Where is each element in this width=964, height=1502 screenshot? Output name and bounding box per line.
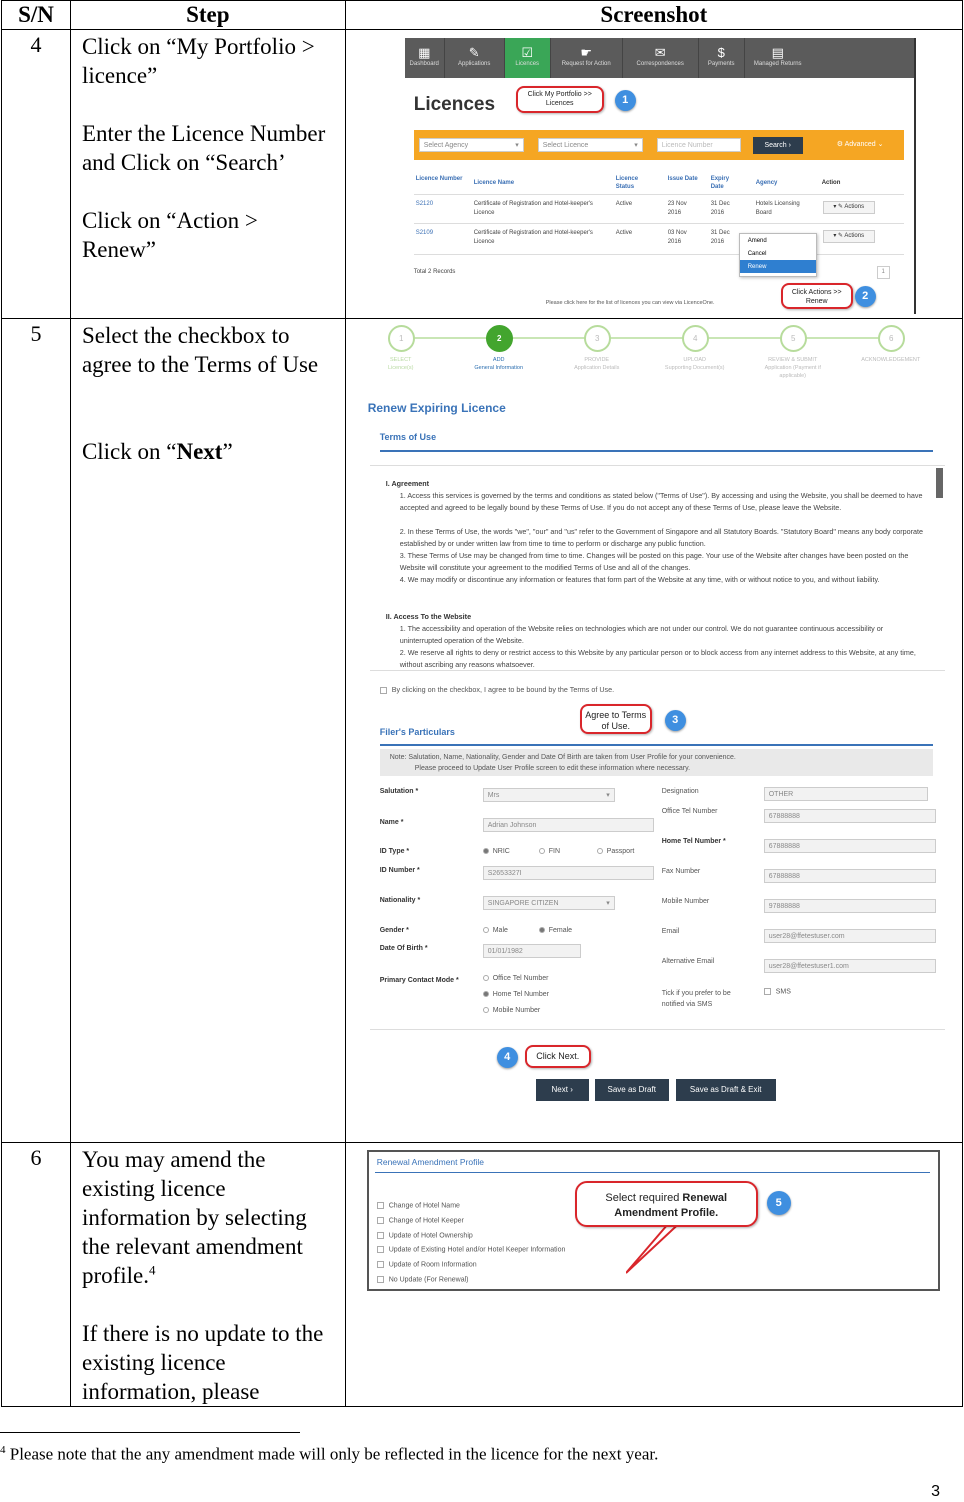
renew-heading: Renew Expiring Licence xyxy=(367,401,506,415)
chevron-down-icon: ⌄ xyxy=(877,141,884,148)
primary-contact-label: Primary Contact Mode * xyxy=(379,977,459,984)
id-type-fin[interactable]: FIN xyxy=(539,848,560,855)
gender-male[interactable]: Male xyxy=(483,927,508,934)
terms-heading: Terms of Use xyxy=(379,432,437,442)
footnote-divider xyxy=(0,1432,300,1433)
save-draft-button[interactable]: Save as Draft xyxy=(595,1079,669,1101)
agree-checkbox[interactable] xyxy=(380,687,387,694)
pagination-page-1[interactable]: 1 xyxy=(877,266,890,279)
row5-sn: 5 xyxy=(2,319,71,1143)
title-underline xyxy=(375,1172,930,1173)
mail-icon: ✉ xyxy=(654,45,666,60)
stepper-step-3: 3 xyxy=(584,325,611,352)
issue-date: 03 Nov 2016 xyxy=(667,230,687,245)
nationality-label: Nationality * xyxy=(379,897,421,904)
checkbox-icon xyxy=(764,988,771,995)
licence-number-input[interactable]: Licence Number xyxy=(657,138,741,152)
terms-item: 4. We may modify or discontinue any information or features that form part of the Website at any time, with or without notice to you, and without liability. xyxy=(399,575,880,584)
advanced-toggle[interactable]: ⚙ Advanced ⌄ xyxy=(836,141,884,148)
page-scrollbar xyxy=(914,38,916,314)
stepper-label-2: ADD General Information xyxy=(474,357,524,371)
terms-underline xyxy=(380,450,933,452)
email-label: Email xyxy=(661,928,680,935)
table-row-5 xyxy=(2,319,963,1143)
col-licence-number[interactable]: Licence Number xyxy=(415,176,463,182)
checkbox-icon xyxy=(377,1261,384,1268)
header-sn: S/N xyxy=(2,1,71,30)
terms-item: 1. The accessibility and operation of the Website relies on technologies which are not under our control. We do not guarantee continuous accessibility or uninterrupted operation of the Website. xyxy=(399,624,884,645)
id-number-label: ID Number * xyxy=(379,867,420,874)
pencil-icon: ✎ xyxy=(468,45,480,60)
gender-female[interactable]: Female xyxy=(539,927,572,934)
licence-icon: ☑ xyxy=(521,45,534,60)
row4-step-line2: Enter the Licence Number and Click on “Search’ xyxy=(81,121,326,175)
menu-item-cancel[interactable]: Cancel xyxy=(747,251,767,257)
office-tel-field[interactable]: 67888888 xyxy=(764,809,936,823)
pcm-mobile[interactable]: Mobile Number xyxy=(483,1007,540,1014)
row6-sn: 6 xyxy=(2,1143,71,1407)
col-licence-status[interactable]: Licence Status xyxy=(615,176,639,190)
step-number-1: 1 xyxy=(615,90,636,111)
hand-icon: ☛ xyxy=(580,45,593,60)
row6-step xyxy=(70,1143,345,1407)
search-button[interactable]: Search › xyxy=(753,137,803,154)
col-issue-date[interactable]: Issue Date xyxy=(667,176,698,182)
next-button[interactable]: Next › xyxy=(536,1079,589,1101)
callout-agree-terms: Agree to Terms of Use. xyxy=(580,704,652,734)
amendment-option[interactable]: No Update (For Renewal) xyxy=(377,1276,469,1283)
licence-name: Certificate of Registration and Hotel-keeper's Licence xyxy=(473,201,593,216)
select-licence[interactable]: Select Licence ▾ xyxy=(538,138,643,152)
nav-payments[interactable]: $ Payments xyxy=(699,38,745,78)
menu-item-amend[interactable]: Amend xyxy=(747,238,767,244)
radio-icon xyxy=(483,848,489,854)
row5-step xyxy=(70,319,345,1143)
terms-item: 2. In these Terms of Use, the words "we", "our" and "us" refer to the Government of Singapore and all Statutory Boards. "Statutory Board" means any body corporate established by or under written law from time to time to perform or discharge any public function. xyxy=(399,527,923,548)
total-records: Total 2 Records xyxy=(413,269,456,275)
checkbox-icon xyxy=(377,1276,384,1283)
radio-icon xyxy=(539,848,545,854)
name-label: Name * xyxy=(379,819,404,826)
amendment-option[interactable]: Update of Hotel Ownership xyxy=(377,1232,473,1239)
footnote-marker: 4 xyxy=(0,1444,6,1456)
top-nav-bar xyxy=(405,38,916,78)
actions-dropdown-menu xyxy=(739,233,817,277)
terms-section-agreement: I. Agreement xyxy=(385,479,429,488)
row5-screenshot xyxy=(345,319,962,1143)
id-type-nric[interactable]: NRIC xyxy=(483,848,510,855)
menu-item-renew[interactable]: Renew xyxy=(740,260,816,273)
filer-note: Note: Salutation, Name, Nationality, Gender and Date Of Birth are taken from User Profile for your convenience. Please proceed to Update User Profile screen to edit these information where necessary. xyxy=(380,749,933,776)
radio-icon xyxy=(483,927,489,933)
steps-table xyxy=(1,0,963,1407)
home-tel-label: Home Tel Number * xyxy=(661,838,726,845)
step-number-4: 4 xyxy=(497,1047,518,1068)
gear-icon: ⚙ xyxy=(836,141,843,148)
table-row-6 xyxy=(2,1143,963,1407)
document-icon: ▤ xyxy=(771,45,784,60)
dropdown-arrow-icon: ▾ xyxy=(515,142,519,149)
name-field[interactable]: Adrian Johnson xyxy=(483,818,654,832)
terms-item: 2. We reserve all rights to deny or restrict access to this Website by any particular person or to block access from any internet address to this Website, at any time, without ascribing any reasons whatsoever. xyxy=(399,648,916,669)
step-number-5: 5 xyxy=(767,1191,791,1215)
stepper-step-5: 5 xyxy=(780,325,807,352)
licence-table-header xyxy=(414,170,904,195)
dob-label: Date Of Birth * xyxy=(379,945,428,952)
row4-sn: 4 xyxy=(2,30,71,319)
step-number-3: 3 xyxy=(665,710,686,731)
stepper-label-1: SELECT Licence(s) xyxy=(388,357,414,371)
checkbox-icon xyxy=(377,1232,384,1239)
filers-particulars-heading: Filer's Particulars xyxy=(379,727,455,737)
licence-number-link[interactable]: S2109 xyxy=(415,230,434,236)
terms-scrollbar-thumb[interactable] xyxy=(936,468,943,498)
terms-section-access: II. Access To the Website xyxy=(385,612,472,621)
row4-step xyxy=(70,30,345,319)
expiry-date: 31 Dec 2016 xyxy=(710,230,730,245)
id-number-field[interactable]: S2653327I xyxy=(483,866,654,880)
callout-click-next: Click Next. xyxy=(525,1045,591,1068)
mobile-label: Mobile Number xyxy=(661,898,710,905)
stepper-line xyxy=(401,337,894,339)
sms-label: Tick if you prefer to be notified via SMS xyxy=(661,990,731,1008)
footnote: $^4$ Please note that the any amendment made will only be reflected in the licence for the next year. xyxy=(0,1444,659,1464)
licence-status: Active xyxy=(615,201,633,207)
fax-label: Fax Number xyxy=(661,868,701,875)
chevron-right-icon: › xyxy=(788,142,791,149)
email-field[interactable]: user28@ffetestuser.com xyxy=(764,929,936,943)
nav-applications[interactable]: ✎ Applications xyxy=(445,38,505,78)
licence-status: Active xyxy=(615,230,633,236)
row5-step-line1: Select the checkbox to agree to the Terms of Use xyxy=(81,323,319,377)
expiry-date: 31 Dec 2016 xyxy=(710,201,730,216)
col-licence-name[interactable]: Licence Name xyxy=(473,180,515,186)
chevron-right-icon: › xyxy=(570,1085,573,1094)
id-type-passport[interactable]: Passport xyxy=(597,848,635,855)
stepper-label-3: PROVIDE Application Details xyxy=(574,357,620,371)
nav-dashboard[interactable]: ▦ Dashboard xyxy=(405,38,445,78)
nav-correspondences[interactable]: ✉ Correspondences xyxy=(623,38,699,78)
mobile-field[interactable]: 97888888 xyxy=(764,899,936,913)
amendment-profile-title: Renewal Amendment Profile xyxy=(376,1157,484,1167)
select-agency[interactable]: Select Agency ▾ xyxy=(419,138,524,152)
footnote-ref: 4 xyxy=(149,1262,156,1278)
stepper-label-6: ACKNOWLEDGEMENT xyxy=(861,357,921,363)
salutation-label: Salutation * xyxy=(379,788,419,795)
amendment-option[interactable]: Change of Hotel Name xyxy=(377,1202,460,1209)
licenceone-note: Please click here for the list of licences you can view via LicenceOne. xyxy=(545,300,715,306)
dropdown-arrow-icon: ▾ xyxy=(606,900,610,907)
radio-icon xyxy=(483,1007,489,1013)
terms-agree-checkbox-row[interactable]: By clicking on the checkbox, I agree to be bound by the Terms of Use. xyxy=(380,685,614,694)
fax-field[interactable]: 67888888 xyxy=(764,869,936,883)
amendment-option[interactable]: Change of Hotel Keeper xyxy=(377,1217,464,1224)
pcm-office[interactable]: Office Tel Number xyxy=(483,975,549,982)
callout-actions-renew: Click Actions >> Renew xyxy=(781,283,853,309)
col-expiry-date[interactable]: Expiry Date xyxy=(710,176,730,190)
actions-button[interactable]: ▾ ✎ Actions xyxy=(823,201,875,214)
pcm-home[interactable]: Home Tel Number xyxy=(483,991,549,998)
checkbox-icon xyxy=(377,1246,384,1253)
col-action: Action xyxy=(821,180,841,186)
table-row xyxy=(414,196,904,224)
table-row-4 xyxy=(2,30,963,319)
issue-date: 23 Nov 2016 xyxy=(667,201,687,216)
save-draft-exit-button[interactable]: Save as Draft & Exit xyxy=(676,1079,776,1101)
step-number-2: 2 xyxy=(855,286,876,307)
col-agency[interactable]: Agency xyxy=(755,180,778,186)
pencil-icon: ✎ xyxy=(838,204,844,210)
nav-licences[interactable]: ☑ Licences xyxy=(505,38,551,78)
row4-step-line3: Click on “Action > Renew” xyxy=(81,208,258,262)
table-header-row xyxy=(2,1,963,30)
filers-underline xyxy=(380,744,933,746)
actions-button[interactable]: ▾ ✎ Actions xyxy=(823,230,875,243)
salutation-select[interactable]: Mrs ▾ xyxy=(483,788,615,802)
radio-icon xyxy=(539,927,545,933)
nav-request-for-action[interactable]: ☛ Request for Action xyxy=(551,38,623,78)
payment-icon: $ xyxy=(717,45,725,60)
row5-step-line2: Click on “Next” xyxy=(81,439,233,464)
callout-select-renewal-profile: Select required Renewal Amendment Profile. xyxy=(575,1181,758,1227)
licence-number-link[interactable]: S2120 xyxy=(415,201,434,207)
page-number: 3 xyxy=(931,1483,940,1500)
gender-label: Gender * xyxy=(379,927,409,934)
dob-field[interactable]: 01/01/1982 xyxy=(483,944,581,958)
pencil-icon: ✎ xyxy=(838,233,844,239)
stepper-step-6: 6 xyxy=(878,325,905,352)
radio-icon xyxy=(483,991,489,997)
dashboard-icon: ▦ xyxy=(418,45,431,60)
home-tel-field[interactable]: 67888888 xyxy=(764,839,936,853)
callout-my-portfolio: Click My Portfolio >> Licences xyxy=(516,86,604,113)
amendment-option[interactable]: Update of Existing Hotel and/or Hotel Keeper Information xyxy=(377,1246,566,1253)
row4-screenshot xyxy=(345,30,962,319)
stepper-step-2: 2 xyxy=(486,325,513,352)
alt-email-field[interactable]: user28@ffetestuser1.com xyxy=(764,959,936,973)
checkbox-icon xyxy=(377,1217,384,1224)
designation-label: Designation xyxy=(661,788,699,795)
stepper-step-1: 1 xyxy=(388,325,415,352)
licences-title: Licences xyxy=(413,94,496,115)
dropdown-arrow-icon: ▾ xyxy=(606,792,610,799)
alt-email-label: Alternative Email xyxy=(661,958,715,965)
header-step: Step xyxy=(70,1,345,30)
stepper-label-5: REVIEW & SUBMIT Application (Payment if applicable) xyxy=(764,357,821,379)
row6-step-para1: You may amend the existing licence information by selecting the relevant amendment profile.$^4$ xyxy=(81,1147,307,1288)
stepper-label-4: UPLOAD Supporting Document(s) xyxy=(664,357,725,371)
checkbox-icon xyxy=(377,1202,384,1209)
sms-checkbox[interactable]: SMS xyxy=(764,988,791,995)
form-divider xyxy=(370,1029,945,1030)
row6-screenshot xyxy=(345,1143,962,1407)
licence-name: Certificate of Registration and Hotel-keeper's Licence xyxy=(473,230,593,245)
search-bar xyxy=(414,130,904,160)
dropdown-arrow-icon: ▾ xyxy=(634,142,638,149)
table-row xyxy=(414,225,904,255)
amendment-option[interactable]: Update of Room Information xyxy=(377,1261,477,1268)
radio-icon xyxy=(483,975,489,981)
nationality-select[interactable]: SINGAPORE CITIZEN ▾ xyxy=(483,896,615,910)
header-screenshot: Screenshot xyxy=(345,1,962,30)
terms-item: 1. Access this services is governed by the terms and conditions as stated below ("Terms of Use"). By accessing and using the Website, you shall be deemed to have accepted and agreed to be legally bound by these Terms of Use. If you do not accept any of these Terms of Use, please leave the Website. xyxy=(399,491,923,512)
row4-step-line1: Click on “My Portfolio > licence” xyxy=(81,34,315,88)
office-tel-label: Office Tel Number xyxy=(661,808,718,815)
terms-item: 3. These Terms of Use may be changed from time to time. Changes will be posted on this page. Your use of the Website after changes have been posted on the Website will constitute your agreement to the modified Terms of Use and all of the changes. xyxy=(399,551,909,572)
id-type-label: ID Type * xyxy=(379,848,410,855)
row6-step-para2: If there is no update to the existing licence information, please xyxy=(81,1321,324,1404)
nav-managed-returns[interactable]: ▤ Managed Returns xyxy=(745,38,811,78)
stepper-step-4: 4 xyxy=(682,325,709,352)
terms-scroll-box[interactable] xyxy=(370,465,945,671)
designation-field[interactable]: OTHER xyxy=(764,787,928,801)
radio-icon xyxy=(597,848,603,854)
agency: Hotels Licensing Board xyxy=(755,201,800,216)
